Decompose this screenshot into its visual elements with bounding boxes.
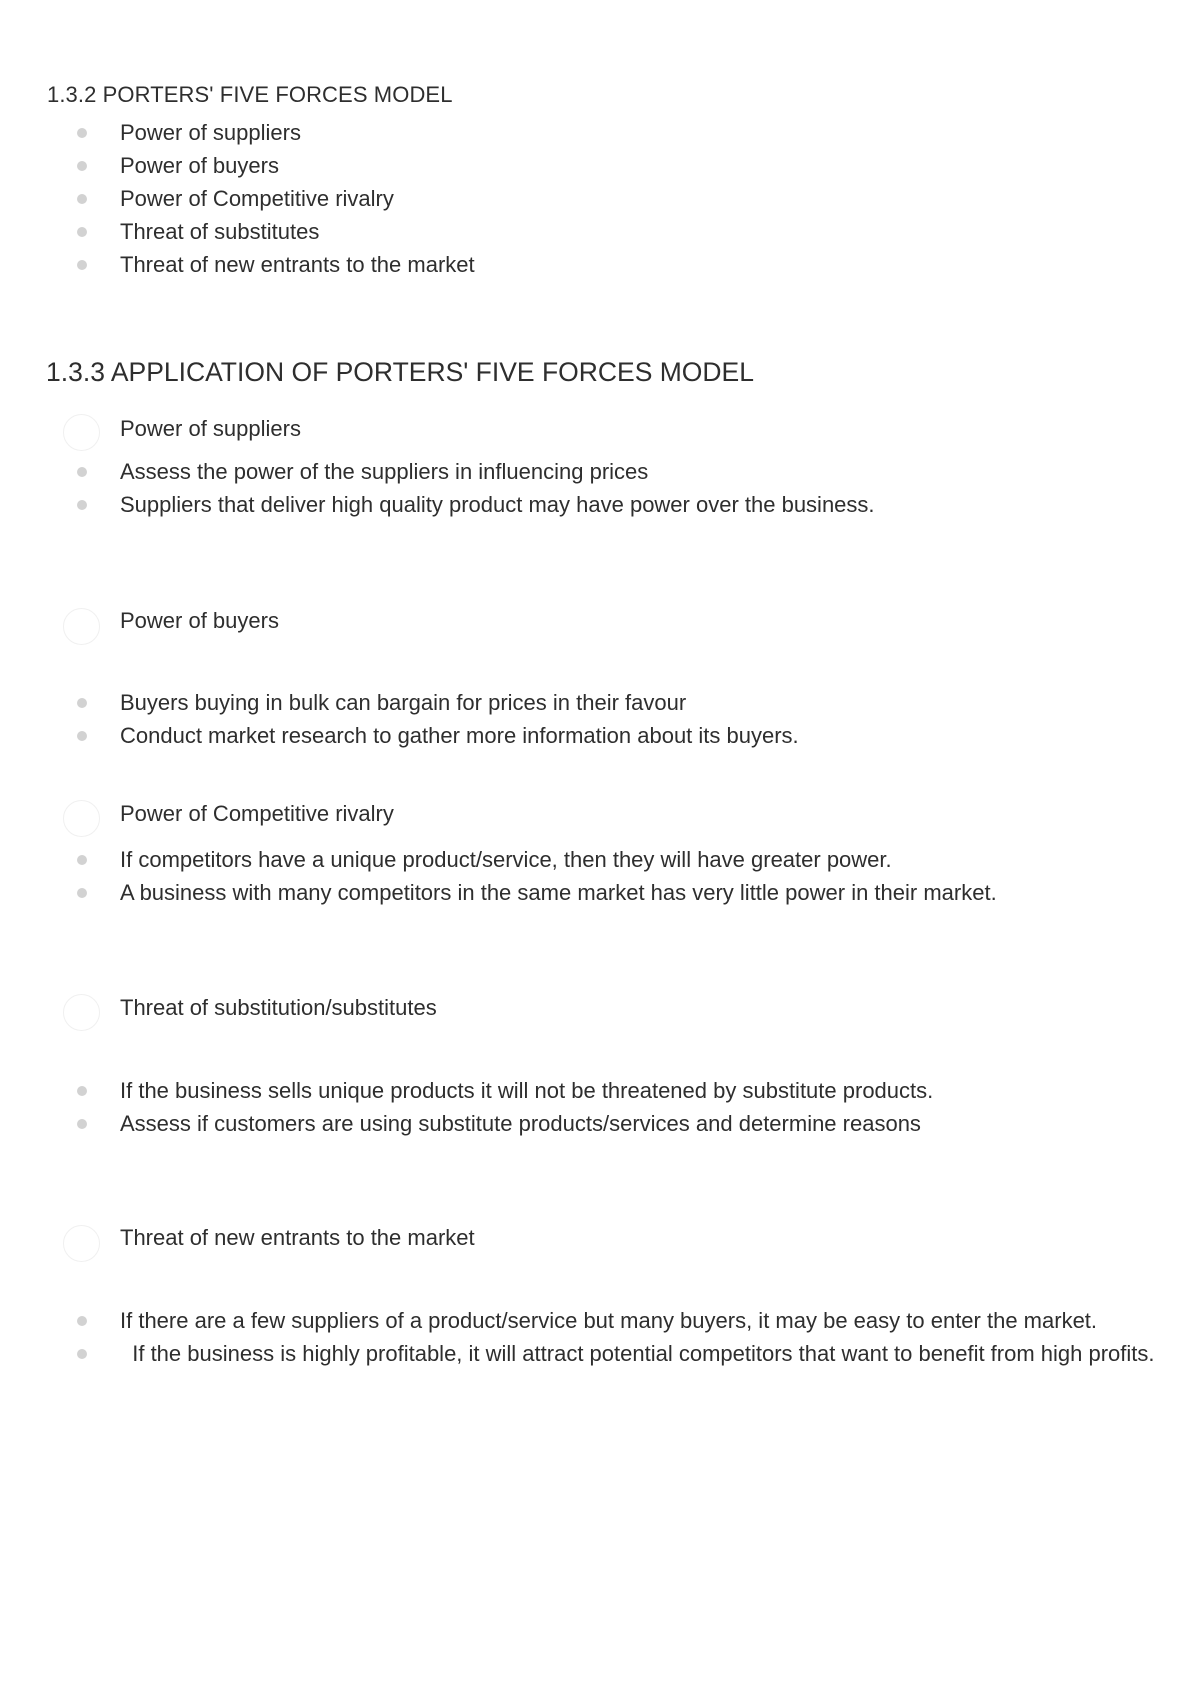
bullet-icon bbox=[77, 1086, 87, 1096]
circle-icon bbox=[63, 1225, 100, 1262]
list-item bbox=[0, 1074, 1160, 1107]
force-points-suppliers bbox=[0, 455, 1160, 521]
bullet-icon bbox=[77, 227, 87, 237]
list-item bbox=[0, 843, 1160, 876]
list-item-text: Threat of new entrants to the market bbox=[120, 252, 475, 277]
list-item-text: Threat of substitutes bbox=[120, 219, 320, 244]
bullet-icon bbox=[77, 194, 87, 204]
list-item-text: Power of suppliers bbox=[120, 120, 301, 145]
bullet-icon bbox=[77, 500, 87, 510]
list-item bbox=[0, 248, 1160, 281]
list-item bbox=[0, 876, 1160, 909]
force-points-new-entrants bbox=[0, 1304, 1160, 1370]
list-item-text: Suppliers that deliver high quality product may have power over the business. bbox=[120, 492, 875, 517]
bullet-icon bbox=[77, 1349, 87, 1359]
force-heading-buyers: Power of buyers bbox=[120, 608, 279, 633]
section-132-title: 1.3.2 PORTERS' FIVE FORCES MODEL bbox=[47, 82, 453, 107]
list-item bbox=[0, 149, 1160, 182]
force-heading-rivalry: Power of Competitive rivalry bbox=[120, 801, 394, 826]
bullet-icon bbox=[77, 260, 87, 270]
bullet-icon bbox=[77, 1316, 87, 1326]
list-item-text: Assess the power of the suppliers in influencing prices bbox=[120, 459, 649, 484]
section-132-list bbox=[0, 116, 1160, 281]
list-item bbox=[0, 1337, 1160, 1370]
list-item-text: If the business is highly profitable, it will attract potential competitors that want to benefit from high profits. bbox=[120, 1341, 1155, 1366]
bullet-icon bbox=[77, 1119, 87, 1129]
force-heading-substitutes: Threat of substitution/substitutes bbox=[120, 995, 437, 1020]
list-item-text: Buyers buying in bulk can bargain for prices in their favour bbox=[120, 690, 687, 715]
bullet-icon bbox=[77, 731, 87, 741]
bullet-icon bbox=[77, 888, 87, 898]
circle-icon bbox=[63, 800, 100, 837]
circle-icon bbox=[63, 608, 100, 645]
bullet-icon bbox=[77, 698, 87, 708]
force-heading-suppliers: Power of suppliers bbox=[120, 416, 301, 441]
circle-icon bbox=[63, 994, 100, 1031]
force-points-substitutes bbox=[0, 1074, 1160, 1140]
list-item-text: If the business sells unique products it will not be threatened by substitute products. bbox=[120, 1078, 934, 1103]
list-item bbox=[0, 215, 1160, 248]
list-item-text: If there are a few suppliers of a product/service but many buyers, it may be easy to enter the market. bbox=[120, 1308, 1098, 1333]
circle-icon bbox=[63, 414, 100, 451]
list-item-text: A business with many competitors in the same market has very little power in their market. bbox=[120, 880, 997, 905]
list-item bbox=[0, 455, 1160, 488]
list-item-text: Assess if customers are using substitute products/services and determine reasons bbox=[120, 1111, 921, 1136]
list-item bbox=[0, 686, 1160, 719]
list-item bbox=[0, 182, 1160, 215]
bullet-icon bbox=[77, 161, 87, 171]
list-item bbox=[0, 1107, 1160, 1140]
list-item-text: Power of Competitive rivalry bbox=[120, 186, 394, 211]
list-item bbox=[0, 488, 1160, 521]
list-item-text: Conduct market research to gather more information about its buyers. bbox=[120, 723, 799, 748]
force-heading-new-entrants: Threat of new entrants to the market bbox=[120, 1225, 475, 1250]
section-133-title: 1.3.3 APPLICATION OF PORTERS' FIVE FORCES MODEL bbox=[46, 357, 754, 387]
force-points-buyers bbox=[0, 686, 1160, 752]
list-item-text: Power of buyers bbox=[120, 153, 279, 178]
list-item bbox=[0, 116, 1160, 149]
bullet-icon bbox=[77, 467, 87, 477]
force-points-rivalry bbox=[0, 843, 1160, 909]
list-item bbox=[0, 719, 1160, 752]
bullet-icon bbox=[77, 128, 87, 138]
list-item bbox=[0, 1304, 1160, 1337]
list-item-text: If competitors have a unique product/service, then they will have greater power. bbox=[120, 847, 892, 872]
bullet-icon bbox=[77, 855, 87, 865]
